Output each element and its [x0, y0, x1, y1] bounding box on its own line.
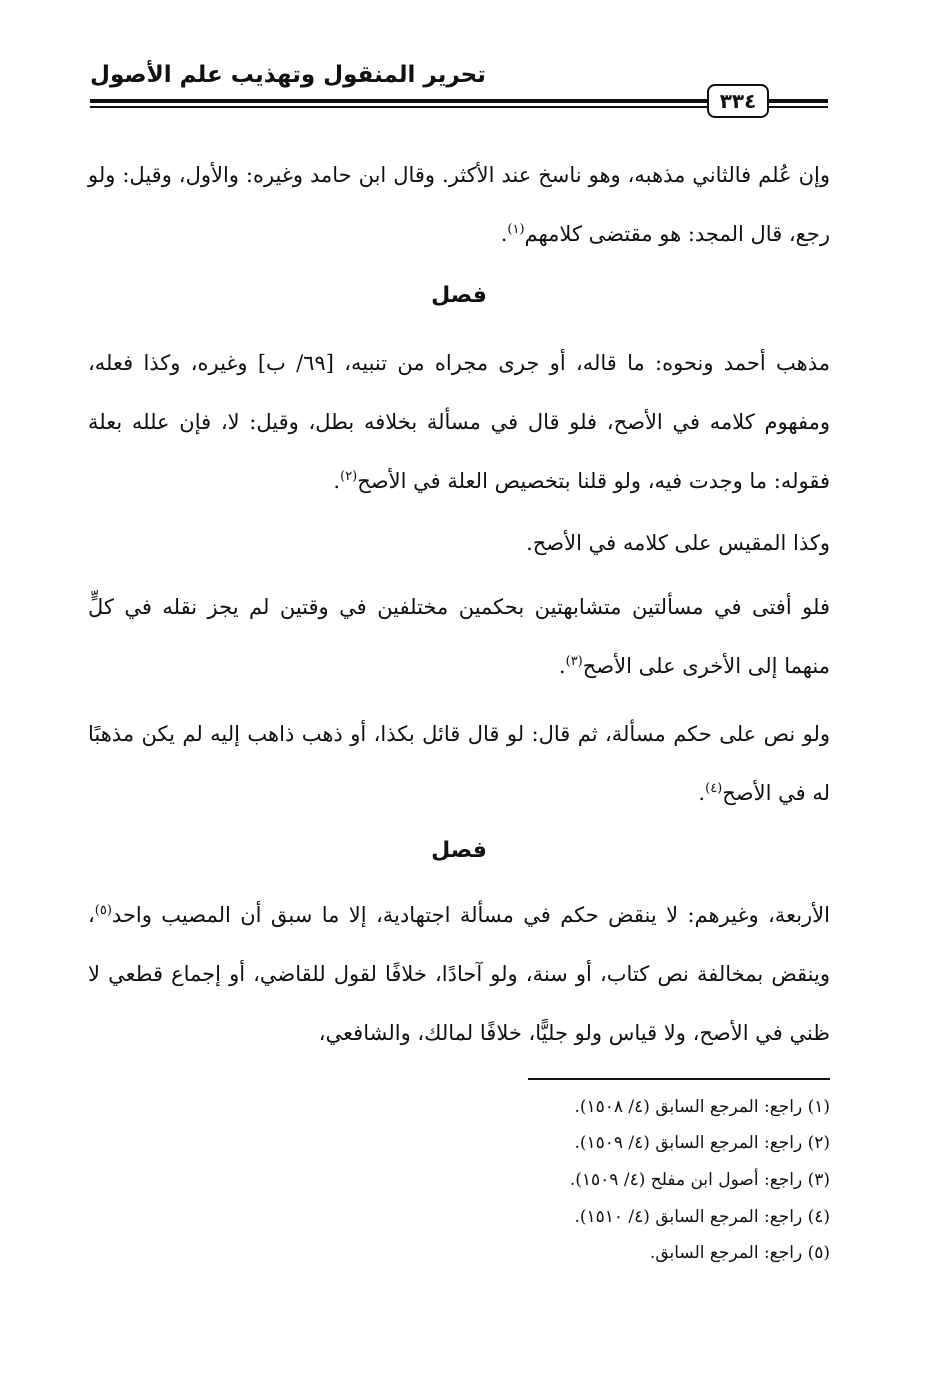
- paragraph-4: [88, 578, 830, 696]
- footnote-3: (٣) راجع: أصول ابن مفلح (٤/ ١٥٠٩).: [569, 1170, 830, 1190]
- paragraph-6: [88, 886, 830, 1063]
- footnote-marker-3: (٣): [565, 654, 583, 669]
- footnote-marker-4: (٤): [705, 781, 723, 796]
- footnote-2: (٢) راجع: المرجع السابق (٤/ ١٥٠٩).: [574, 1133, 830, 1153]
- footnote-marker-2: (٢): [340, 469, 358, 484]
- footnote-marker-1: (١): [507, 222, 525, 237]
- paragraph-1: [88, 146, 830, 264]
- paragraph-5-text: ولو نص على حكم مسألة، ثم قال: لو قال قائل بكذا، أو ذهب ذاهب إليه لم يكن مذهبًا له في الأصح: [88, 722, 830, 805]
- footnote-1: (١) راجع: المرجع السابق (٤/ ١٥٠٨).: [574, 1097, 830, 1117]
- footnote-separator: [528, 1078, 830, 1080]
- paragraph-5-end: .: [698, 781, 706, 805]
- page-number: ٣٣٤: [707, 84, 769, 118]
- paragraph-2-end: .: [333, 469, 341, 493]
- paragraph-5: [88, 705, 830, 823]
- paragraph-1-end: .: [500, 222, 508, 246]
- paragraph-4-text: فلو أفتى في مسألتين متشابهتين بحكمين مختلفين في وقتين لم يجز نقله في كلٍّ منهما إلى الأخرى على الأصح: [88, 595, 830, 678]
- running-header-title: تحرير المنقول وتهذيب علم الأصول: [90, 62, 486, 88]
- paragraph-1-text: وإن عُلم فالثاني مذهبه، وهو ناسخ عند الأكثر. وقال ابن حامد وغيره: والأول، وقيل: ولو رجع، قال المجد: هو مقتضى كلامهم: [88, 163, 830, 246]
- paragraph-2-text: مذهب أحمد ونحوه: ما قاله، أو جرى مجراه من تنبيه، [٦٩/ ب] وغيره، وكذا فعله، ومفهوم كلامه في الأصح، فلو قال في مسألة بخلافه بطل، وقيل: لا، فإن علله بعلة فقوله: ما وجدت فيه، ولو قلنا بتخصيص العلة في الأصح: [88, 351, 830, 493]
- footnote-5: (٥) راجع: المرجع السابق.: [649, 1243, 830, 1263]
- paragraph-3: وكذا المقيس على كلامه في الأصح.: [526, 531, 830, 555]
- paragraph-6-text-b: ، وينقض بمخالفة نص كتاب، أو سنة، ولو آحادًا، خلافًا لقول للقاضي، أو إجماع قطعي لا ظني في الأصح، ولا قياس ولو جليًّا، خلافًا لمالك، والشافعي،: [88, 903, 830, 1045]
- section-heading-2: فصل: [431, 838, 487, 863]
- section-heading-1: فصل: [431, 283, 487, 308]
- paragraph-6-text-a: الأربعة، وغيرهم: لا ينقض حكم في مسألة اجتهادية، إلا ما سبق أن المصيب واحد: [111, 903, 830, 927]
- paragraph-2: [88, 334, 830, 511]
- paragraph-4-end: .: [558, 654, 566, 678]
- footnote-marker-5: (٥): [94, 903, 112, 918]
- footnote-4: (٤) راجع: المرجع السابق (٤/ ١٥١٠).: [574, 1207, 830, 1227]
